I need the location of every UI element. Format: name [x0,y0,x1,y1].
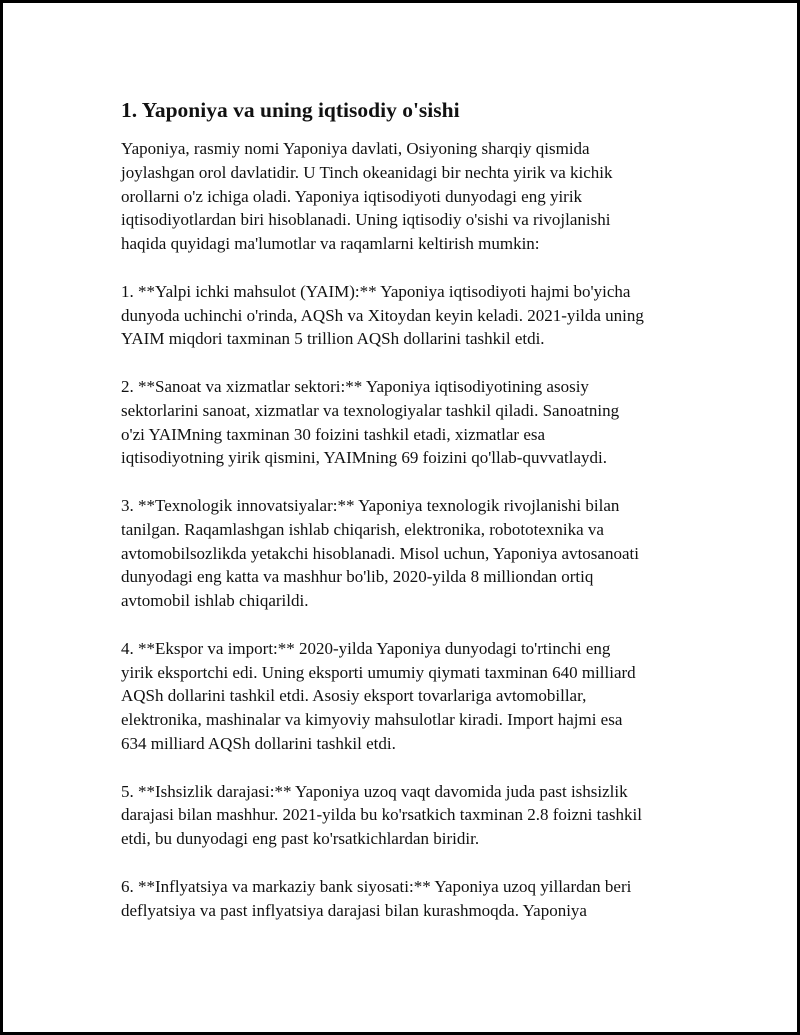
section-technology: 3. **Texnologik innovatsiyalar:** Yaponiya texnologik rivojlanishi bilan tanilgan. Raqamlashgan ishlab chiqarish, elektronika, robototexnika va avtomobilsozlikda yetakchi hisoblanadi. Misol uchun, Yaponiya avtosanoati dunyodagi eng katta va mashhur bo'lib, 2020-yilda 8 milliondan ortiq avtomobil ishlab chiqarildi. [121,495,639,611]
section-inflation: 6. **Inflyatsiya va markaziy bank siyosati:** Yaponiya uzoq yillardan beri deflyatsiya va past inflyatsiya darajasi bilan kurashmoqda. Yaponiya [121,876,632,920]
section-export-import: 4. **Ekspor va import:** 2020-yilda Yaponiya dunyodagi to'rtinchi eng yirik eksportchi edi. Uning eksporti umumiy qiymati taxminan 640 milliard AQSh dollarini tashkil etdi. Asosiy eksport tovarlariga avtomobillar, elektronika, mashinalar va kimyoviy mahsulotlar kiradi. Import hajmi esa 634 milliard AQSh dollarini tashkil etdi. [121,638,636,753]
intro-paragraph: Yaponiya, rasmiy nomi Yaponiya davlati, Osiyoning sharqiy qismida joylashgan orol davlatidir. U Tinch okeanidagi bir nechta yirik va kichik orollarni o'z ichiga oladi. Yaponiya iqtisodiyoti dunyodagi eng yirik iqtisodiyotlardan biri hisoblanadi. Uning iqtisodiy o'sishi va rivojlanishi haqida quyidagi ma'lumotlar va raqamlarni keltirish mumkin: [121,139,613,254]
section-industry-services: 2. **Sanoat va xizmatlar sektori:** Yaponiya iqtisodiyotining asosiy sektorlarini sanoat, xizmatlar va texnologiyalar tashkil qiladi. Sanoatning o'zi YAIMning taxminan 30 foizini tashkil etadi, xizmatlar esa iqtisodiyotning yirik qismini, YAIMning 69 foizini qo'llab-quvvatlaydi. [121,376,620,468]
section-unemployment: 5. **Ishsizlik darajasi:** Yaponiya uzoq vaqt davomida juda past ishsizlik darajasi bilan mashhur. 2021-yilda bu ko'rsatkich taxminan 2.8 foizni tashkil etdi, bu dunyodagi eng past ko'rsatkichlardan biridir. [121,781,642,849]
document-title: 1. Yaponiya va uning iqtisodiy o'sishi [121,98,460,122]
section-gdp: 1. **Yalpi ichki mahsulot (YAIM):** Yaponiya iqtisodiyoti hajmi bo'yicha dunyoda uchinchi o'rinda, AQSh va Xitoydan keyin keladi. 2021-yilda uning YAIM miqdori taxminan 5 trillion AQSh dollarini tashkil etdi. [121,281,644,349]
document-body [121,96,721,922]
